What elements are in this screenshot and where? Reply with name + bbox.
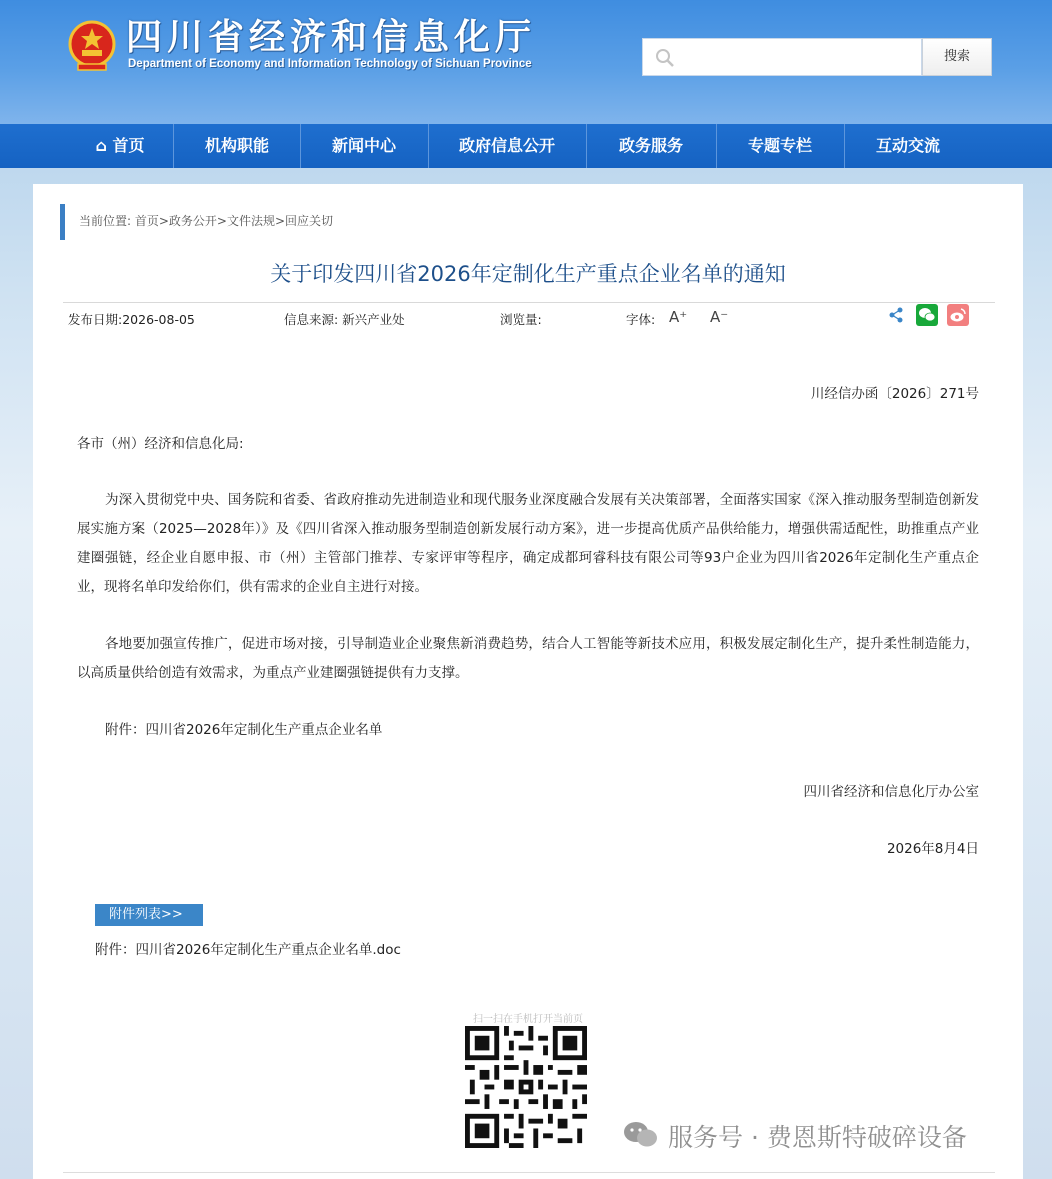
site-title[interactable]: 四川省经济和信息化厅 (126, 17, 537, 58)
search-button[interactable]: 搜索 (922, 38, 992, 76)
document-number: 川经信办函〔2026〕271号 (810, 386, 979, 402)
nav-item-gov-info[interactable]: 政府信息公开 (458, 136, 555, 155)
content-card (33, 184, 1023, 1179)
attachment-line: 附件：四川省2026年定制化生产重点企业名单 (105, 722, 383, 738)
publish-date: 发布日期:2026-08-05 (68, 312, 195, 327)
search-icon (655, 48, 675, 68)
view-count: 浏览量: (500, 312, 542, 327)
attachment-file-link[interactable]: 附件：四川省2026年定制化生产重点企业名单.doc (95, 942, 401, 958)
nav-item-news[interactable]: 新闻中心 (331, 136, 396, 155)
font-decrease-button[interactable]: A⁻ (710, 308, 729, 326)
info-source: 信息来源: 新兴产业处 (284, 312, 405, 327)
page-title: 关于印发四川省2026年定制化生产重点企业名单的通知 (270, 262, 786, 286)
nav-item-home[interactable]: ⌂ 首页 (95, 136, 145, 155)
document-date: 2026年8月4日 (886, 841, 979, 857)
breadcrumb-accent (60, 204, 65, 240)
search-box (642, 38, 922, 76)
divider (63, 302, 995, 303)
nav-item-interaction[interactable]: 互动交流 (875, 136, 940, 155)
paragraph-1: 为深入贯彻党中央、国务院和省委、省政府推动先进制造业和现代服务业深度融合发展有关决策部署，全面落实国家《深入推动服务型制造创新发展实施方案（2025—2028年）》及《四川省深入推动服务型制造创新发展行动方案》，进一步提高优质产品供给能力，增强供需适配性，助推重点产业建圈强链，经企业自愿申报、市（州）主管部门推荐、专家评审等程序，确定成都珂睿科技有限公司等93户企业为四川省2026年定制化生产重点企业，现将名单印发给你们，供有需求的企业自主进行对接。 (77, 492, 979, 595)
font-increase-button[interactable]: A⁺ (669, 308, 688, 326)
qr-code (465, 1026, 587, 1148)
breadcrumb[interactable]: 当前位置: 首页>政务公开>文件法规>回应关切 (79, 214, 334, 228)
site-header (0, 0, 1052, 124)
watermark-text: 服务号 · 费恩斯特破碎设备 (668, 1123, 967, 1152)
wechat-official-account-icon (622, 1120, 660, 1150)
nav-item-topics[interactable]: 专题专栏 (747, 136, 812, 155)
weibo-icon[interactable] (947, 304, 969, 326)
search-input[interactable] (683, 45, 913, 71)
qr-caption: 扫一扫在手机打开当前页 (473, 1014, 583, 1025)
site-subtitle: Department of Economy and Information Technology of Sichuan Province (128, 58, 532, 70)
font-size-label: 字体: (626, 312, 656, 327)
divider (63, 1172, 995, 1173)
national-emblem-icon (68, 20, 116, 72)
share-icon[interactable] (888, 307, 904, 323)
signature: 四川省经济和信息化厅办公室 (803, 784, 979, 800)
attachment-list-header: 附件列表>> (95, 904, 203, 926)
wechat-icon[interactable] (916, 304, 938, 326)
salutation: 各市（州）经济和信息化局: (77, 436, 244, 452)
nav-item-services[interactable]: 政务服务 (618, 136, 683, 155)
nav-item-functions[interactable]: 机构职能 (204, 136, 269, 155)
paragraph-2: 各地要加强宣传推广，促进市场对接，引导制造业企业聚焦新消费趋势，结合人工智能等新技术应用，积极发展定制化生产，提升柔性制造能力，以高质量供给创造有效需求，为重点产业建圈强链提供有力支撑。 (77, 636, 979, 681)
main-nav (0, 124, 1052, 168)
